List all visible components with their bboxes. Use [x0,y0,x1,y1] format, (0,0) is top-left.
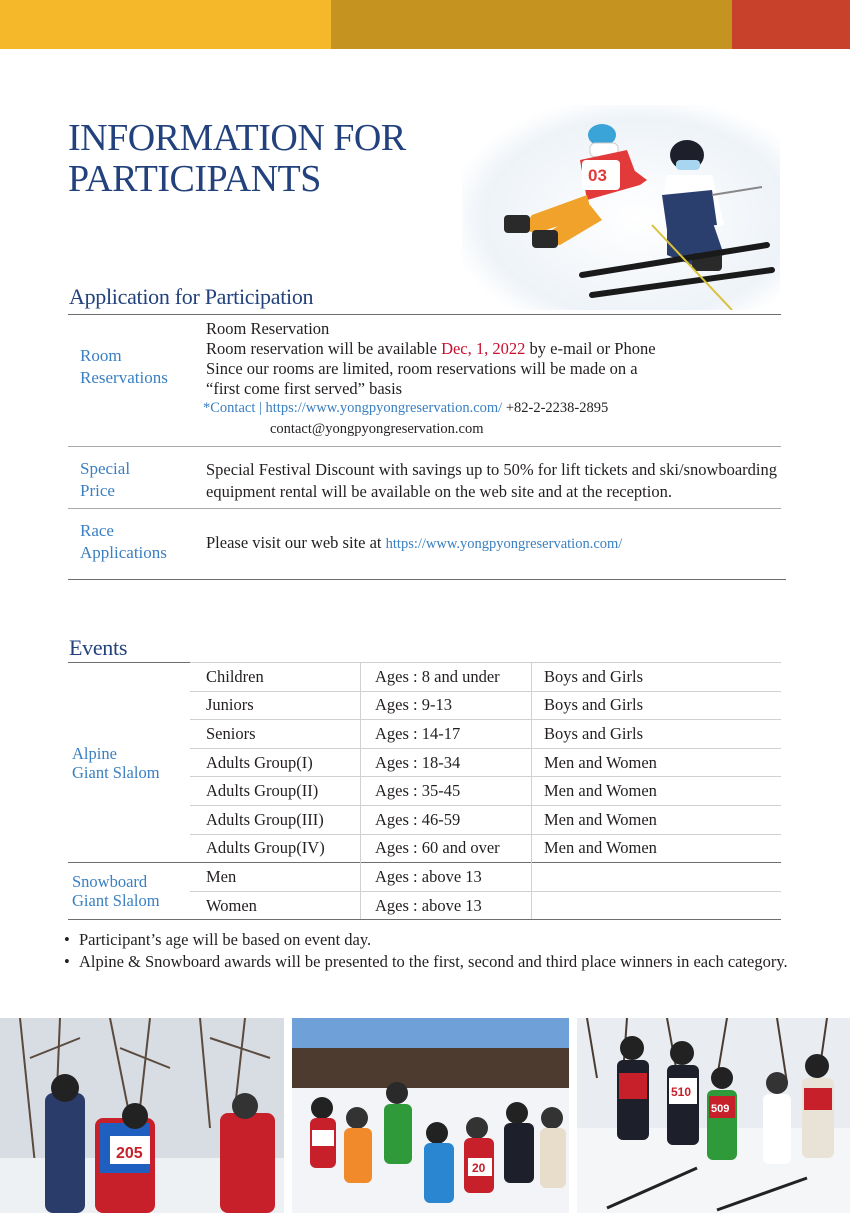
svg-text:510: 510 [671,1085,692,1099]
hero-skiers-image [462,105,780,310]
event-ages: Ages : 35-45 [361,777,532,806]
room-line1: Room Reservation [206,319,330,338]
page-title [68,118,488,200]
event-category: Children [190,663,361,692]
event-category: Men [190,863,361,892]
event-gender: Boys and Girls [532,663,782,692]
application-rule-bottom [68,579,786,580]
room-line4: “first come first served” basis [206,379,403,398]
race-applications-content: Please visit our web site at https://www.yongpyongreservation.com/ [206,533,623,552]
contact-phone: +82-2-2238-2895 [502,400,609,416]
top-bar-yellow [0,0,331,49]
svg-text:509: 509 [711,1103,730,1115]
events-heading: Events [69,635,128,660]
event-ages: Ages : 14-17 [361,720,532,749]
page-title-line2: PARTICIPANTS [68,158,321,200]
application-rule-top [68,314,781,315]
svg-text:03: 03 [588,166,607,185]
photo-group-celebration [292,1018,569,1213]
application-rule-2 [68,508,781,509]
top-bar-gold [331,0,732,49]
event-category: Adults Group(III) [190,805,361,834]
event-gender [532,891,782,920]
notes-list [64,929,788,973]
room-line2: Room reservation will be available Dec, 1, 2022 by e-mail or Phone [206,339,656,358]
event-gender: Boys and Girls [532,720,782,749]
room-reservations-label: Room Reservations [80,346,168,387]
application-rule-1 [68,446,781,447]
event-gender [532,863,782,892]
special-price-content: Special Festival Discount with savings up to 50% for lift tickets and ski/snowboarding equipment rental will be available on the web site and at the reception. [206,460,778,501]
list-item: • Alpine & Snowboard awards will be presented to the first, second and third place winners in each category. [64,952,788,971]
event-ages: Ages : 60 and over [361,834,532,863]
room-available-date: Dec, 1, 2022 [441,339,526,358]
alpine-giant-slalom-label: Alpine Giant Slalom [68,663,190,863]
room-contact-line: *Contact | https://www.yongpyongreservation.com/ +82-2-2238-2895 [203,400,609,416]
event-gender: Men and Women [532,805,782,834]
svg-text:20: 20 [472,1161,486,1175]
special-price-label: Special Price [80,459,131,500]
event-gender: Boys and Girls [532,691,782,720]
table-row [68,863,781,892]
event-category: Seniors [190,720,361,749]
race-applications-label: Race Applications [80,521,167,562]
events-table [68,662,781,920]
event-category: Adults Group(I) [190,748,361,777]
event-ages: Ages : 46-59 [361,805,532,834]
photo-racers-lineup [577,1018,850,1213]
page-title-line1: INFORMATION FOR [68,117,406,159]
table-row [68,663,781,692]
event-ages: Ages : above 13 [361,891,532,920]
event-category: Adults Group(II) [190,777,361,806]
top-color-bar [0,0,850,49]
room-line3: Since our rooms are limited, room reservations will be made on a [206,359,638,378]
application-heading: Application for Participation [69,284,314,309]
event-ages: Ages : 18-34 [361,748,532,777]
race-url-link[interactable]: https://www.yongpyongreservation.com/ [385,536,623,552]
photo-skiers-forest [0,1018,284,1213]
room-reservations-content [206,319,656,399]
event-gender: Men and Women [532,748,782,777]
contact-email[interactable]: contact@yongpyongreservation.com [270,421,484,437]
svg-text:205: 205 [116,1145,143,1162]
contact-label: *Contact [203,400,256,416]
event-category: Women [190,891,361,920]
event-ages: Ages : 8 and under [361,663,532,692]
event-ages: Ages : above 13 [361,863,532,892]
event-gender: Men and Women [532,777,782,806]
event-gender: Men and Women [532,834,782,863]
contact-url-link[interactable]: https://www.yongpyongreservation.com/ [265,400,503,416]
event-category: Adults Group(IV) [190,834,361,863]
snowboard-giant-slalom-label: Snowboard Giant Slalom [68,863,190,920]
event-category: Juniors [190,691,361,720]
top-bar-red [732,0,850,49]
event-ages: Ages : 9-13 [361,691,532,720]
list-item: • Participant’s age will be based on event day. [64,930,372,949]
